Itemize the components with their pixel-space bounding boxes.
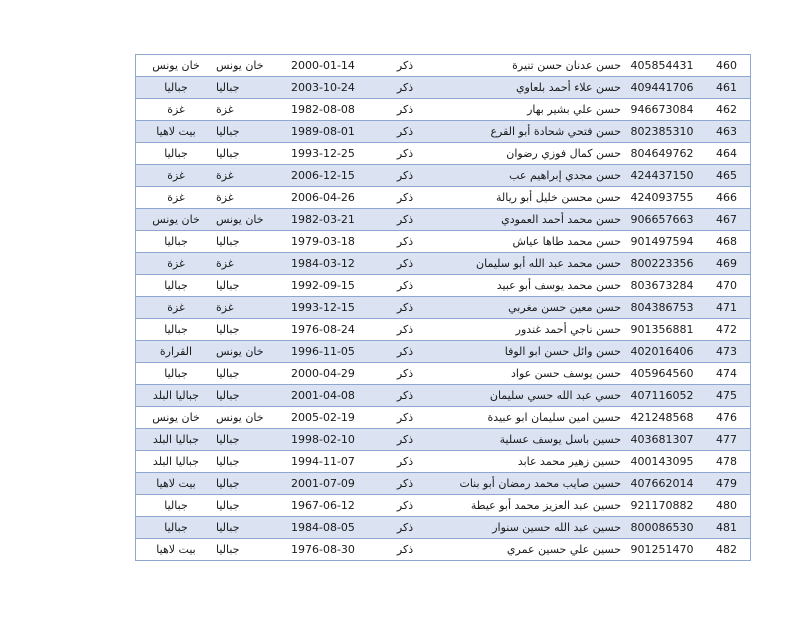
id-number-cell: 802385310 xyxy=(621,121,703,143)
table-row xyxy=(136,363,751,385)
city-cell: غزة xyxy=(136,297,217,319)
birth-date-cell: 2000-04-29 xyxy=(291,363,369,385)
city-cell: جباليا xyxy=(136,275,217,297)
city-cell: خان يونس xyxy=(136,407,217,429)
city-cell: جباليا xyxy=(136,319,217,341)
full-name-cell: حسن مجدي إبراهيم عب xyxy=(441,165,621,187)
id-number-cell: 901356881 xyxy=(621,319,703,341)
table-row xyxy=(136,253,751,275)
gender-cell: ذكر xyxy=(369,407,441,429)
id-number-cell: 402016406 xyxy=(621,341,703,363)
full-name-cell: حسن علاء أحمد بلعاوي xyxy=(441,77,621,99)
birth-date-cell: 1989-08-01 xyxy=(291,121,369,143)
birth-date-cell: 2003-10-24 xyxy=(291,77,369,99)
city-cell: جباليا xyxy=(136,77,217,99)
table-row xyxy=(136,55,751,77)
city-cell: جباليا البلد xyxy=(136,429,217,451)
full-name-cell: حسن فتحي شحادة أبو القرع xyxy=(441,121,621,143)
row-number-cell: 461 xyxy=(703,77,751,99)
governorate-cell: غزة xyxy=(216,253,291,275)
table-row xyxy=(136,297,751,319)
governorate-cell: جباليا xyxy=(216,275,291,297)
governorate-cell: جباليا xyxy=(216,495,291,517)
governorate-cell: غزة xyxy=(216,297,291,319)
city-cell: غزة xyxy=(136,253,217,275)
table-row xyxy=(136,187,751,209)
gender-cell: ذكر xyxy=(369,473,441,495)
row-number-cell: 466 xyxy=(703,187,751,209)
governorate-cell: خان يونس xyxy=(216,55,291,77)
table-row xyxy=(136,319,751,341)
governorate-cell: جباليا xyxy=(216,517,291,539)
city-cell: جباليا xyxy=(136,495,217,517)
id-number-cell: 405854431 xyxy=(621,55,703,77)
birth-date-cell: 1996-11-05 xyxy=(291,341,369,363)
birth-date-cell: 1976-08-24 xyxy=(291,319,369,341)
gender-cell: ذكر xyxy=(369,143,441,165)
birth-date-cell: 2006-04-26 xyxy=(291,187,369,209)
city-cell: جباليا xyxy=(136,363,217,385)
table-row xyxy=(136,121,751,143)
id-number-cell: 407662014 xyxy=(621,473,703,495)
city-cell: خان يونس xyxy=(136,209,217,231)
table-row xyxy=(136,539,751,561)
row-number-cell: 474 xyxy=(703,363,751,385)
gender-cell: ذكر xyxy=(369,385,441,407)
id-number-cell: 800223356 xyxy=(621,253,703,275)
id-number-cell: 405964560 xyxy=(621,363,703,385)
row-number-cell: 479 xyxy=(703,473,751,495)
full-name-cell: حسن وائل حسن ابو الوفا xyxy=(441,341,621,363)
id-number-cell: 407116052 xyxy=(621,385,703,407)
gender-cell: ذكر xyxy=(369,99,441,121)
full-name-cell: حسين باسل يوسف عسلية xyxy=(441,429,621,451)
governorate-cell: خان يونس xyxy=(216,209,291,231)
birth-date-cell: 1993-12-25 xyxy=(291,143,369,165)
full-name-cell: حسين صايب محمد رمضان أبو بنات xyxy=(441,473,621,495)
row-number-cell: 473 xyxy=(703,341,751,363)
birth-date-cell: 1998-02-10 xyxy=(291,429,369,451)
governorate-cell: جباليا xyxy=(216,231,291,253)
id-number-cell: 946673084 xyxy=(621,99,703,121)
birth-date-cell: 1993-12-15 xyxy=(291,297,369,319)
governorate-cell: خان يونس xyxy=(216,341,291,363)
gender-cell: ذكر xyxy=(369,341,441,363)
birth-date-cell: 1967-06-12 xyxy=(291,495,369,517)
full-name-cell: حسين زهير محمد عابد xyxy=(441,451,621,473)
city-cell: غزة xyxy=(136,187,217,209)
city-cell: جباليا xyxy=(136,231,217,253)
table-row xyxy=(136,143,751,165)
table-row xyxy=(136,473,751,495)
table-row xyxy=(136,209,751,231)
row-number-cell: 463 xyxy=(703,121,751,143)
table-row xyxy=(136,99,751,121)
gender-cell: ذكر xyxy=(369,77,441,99)
id-number-cell: 403681307 xyxy=(621,429,703,451)
row-number-cell: 468 xyxy=(703,231,751,253)
gender-cell: ذكر xyxy=(369,495,441,517)
id-number-cell: 901497594 xyxy=(621,231,703,253)
full-name-cell: حسن محمد يوسف أبو عبيد xyxy=(441,275,621,297)
city-cell: غزة xyxy=(136,165,217,187)
row-number-cell: 465 xyxy=(703,165,751,187)
full-name-cell: حسين امين سليمان ابو عبيدة xyxy=(441,407,621,429)
birth-date-cell: 1994-11-07 xyxy=(291,451,369,473)
full-name-cell: حسن عدنان حسن تنيرة xyxy=(441,55,621,77)
row-number-cell: 482 xyxy=(703,539,751,561)
governorate-cell: جباليا xyxy=(216,539,291,561)
row-number-cell: 475 xyxy=(703,385,751,407)
row-number-cell: 460 xyxy=(703,55,751,77)
birth-date-cell: 2000-01-14 xyxy=(291,55,369,77)
full-name-cell: حسين علي حسين عمري xyxy=(441,539,621,561)
city-cell: جباليا xyxy=(136,143,217,165)
row-number-cell: 480 xyxy=(703,495,751,517)
table-row xyxy=(136,429,751,451)
id-number-cell: 409441706 xyxy=(621,77,703,99)
city-cell: بيت لاهيا xyxy=(136,539,217,561)
gender-cell: ذكر xyxy=(369,231,441,253)
city-cell: جباليا xyxy=(136,517,217,539)
id-number-cell: 921170882 xyxy=(621,495,703,517)
birth-date-cell: 2005-02-19 xyxy=(291,407,369,429)
full-name-cell: حسن محسن خليل أبو ريالة xyxy=(441,187,621,209)
row-number-cell: 478 xyxy=(703,451,751,473)
birth-date-cell: 2006-12-15 xyxy=(291,165,369,187)
gender-cell: ذكر xyxy=(369,451,441,473)
birth-date-cell: 1979-03-18 xyxy=(291,231,369,253)
row-number-cell: 464 xyxy=(703,143,751,165)
birth-date-cell: 2001-07-09 xyxy=(291,473,369,495)
row-number-cell: 472 xyxy=(703,319,751,341)
full-name-cell: حسي عبد الله حسي سليمان xyxy=(441,385,621,407)
birth-date-cell: 2001-04-08 xyxy=(291,385,369,407)
id-number-cell: 800086530 xyxy=(621,517,703,539)
full-name-cell: حسن كمال فوزي رضوان xyxy=(441,143,621,165)
id-number-cell: 803673284 xyxy=(621,275,703,297)
city-cell: بيت لاهيا xyxy=(136,121,217,143)
table-row xyxy=(136,407,751,429)
gender-cell: ذكر xyxy=(369,297,441,319)
governorate-cell: جباليا xyxy=(216,319,291,341)
governorate-cell: جباليا xyxy=(216,143,291,165)
city-cell: جباليا البلد xyxy=(136,451,217,473)
table-row xyxy=(136,451,751,473)
birth-date-cell: 1984-03-12 xyxy=(291,253,369,275)
governorate-cell: جباليا xyxy=(216,77,291,99)
governorate-cell: غزة xyxy=(216,99,291,121)
roster-table xyxy=(135,54,751,561)
birth-date-cell: 1982-03-21 xyxy=(291,209,369,231)
full-name-cell: حسن محمد عبد الله أبو سليمان xyxy=(441,253,621,275)
governorate-cell: جباليا xyxy=(216,451,291,473)
id-number-cell: 804386753 xyxy=(621,297,703,319)
row-number-cell: 462 xyxy=(703,99,751,121)
table-row xyxy=(136,231,751,253)
gender-cell: ذكر xyxy=(369,429,441,451)
city-cell: القرارة xyxy=(136,341,217,363)
gender-cell: ذكر xyxy=(369,539,441,561)
id-number-cell: 424437150 xyxy=(621,165,703,187)
gender-cell: ذكر xyxy=(369,165,441,187)
table-row xyxy=(136,77,751,99)
row-number-cell: 469 xyxy=(703,253,751,275)
gender-cell: ذكر xyxy=(369,55,441,77)
full-name-cell: حسن محمد أحمد العمودي xyxy=(441,209,621,231)
full-name-cell: حسن محمد طاها عياش xyxy=(441,231,621,253)
full-name-cell: حسن معين حسن مغربي xyxy=(441,297,621,319)
id-number-cell: 424093755 xyxy=(621,187,703,209)
table-row xyxy=(136,495,751,517)
table-row xyxy=(136,385,751,407)
governorate-cell: جباليا xyxy=(216,429,291,451)
birth-date-cell: 1976-08-30 xyxy=(291,539,369,561)
gender-cell: ذكر xyxy=(369,121,441,143)
governorate-cell: غزة xyxy=(216,165,291,187)
id-number-cell: 804649762 xyxy=(621,143,703,165)
city-cell: جباليا البلد xyxy=(136,385,217,407)
table-row xyxy=(136,275,751,297)
governorate-cell: جباليا xyxy=(216,363,291,385)
gender-cell: ذكر xyxy=(369,319,441,341)
row-number-cell: 477 xyxy=(703,429,751,451)
table-row xyxy=(136,341,751,363)
full-name-cell: حسن يوسف حسن عواد xyxy=(441,363,621,385)
id-number-cell: 421248568 xyxy=(621,407,703,429)
row-number-cell: 481 xyxy=(703,517,751,539)
governorate-cell: غزة xyxy=(216,187,291,209)
governorate-cell: جباليا xyxy=(216,121,291,143)
birth-date-cell: 1982-08-08 xyxy=(291,99,369,121)
row-number-cell: 470 xyxy=(703,275,751,297)
gender-cell: ذكر xyxy=(369,517,441,539)
governorate-cell: جباليا xyxy=(216,385,291,407)
table-row xyxy=(136,165,751,187)
full-name-cell: حسين عبد العزيز محمد أبو عيطة xyxy=(441,495,621,517)
full-name-cell: حسن علي بشير بهار xyxy=(441,99,621,121)
id-number-cell: 400143095 xyxy=(621,451,703,473)
gender-cell: ذكر xyxy=(369,275,441,297)
id-number-cell: 901251470 xyxy=(621,539,703,561)
row-number-cell: 476 xyxy=(703,407,751,429)
city-cell: غزة xyxy=(136,99,217,121)
governorate-cell: خان يونس xyxy=(216,407,291,429)
gender-cell: ذكر xyxy=(369,209,441,231)
id-number-cell: 906657663 xyxy=(621,209,703,231)
gender-cell: ذكر xyxy=(369,187,441,209)
gender-cell: ذكر xyxy=(369,363,441,385)
city-cell: بيت لاهيا xyxy=(136,473,217,495)
row-number-cell: 467 xyxy=(703,209,751,231)
row-number-cell: 471 xyxy=(703,297,751,319)
city-cell: خان يونس xyxy=(136,55,217,77)
full-name-cell: حسن ناجي أحمد غندور xyxy=(441,319,621,341)
roster-table-body xyxy=(136,55,751,561)
governorate-cell: جباليا xyxy=(216,473,291,495)
full-name-cell: حسين عبد الله حسين سنوار xyxy=(441,517,621,539)
birth-date-cell: 1984-08-05 xyxy=(291,517,369,539)
birth-date-cell: 1992-09-15 xyxy=(291,275,369,297)
table-row xyxy=(136,517,751,539)
gender-cell: ذكر xyxy=(369,253,441,275)
